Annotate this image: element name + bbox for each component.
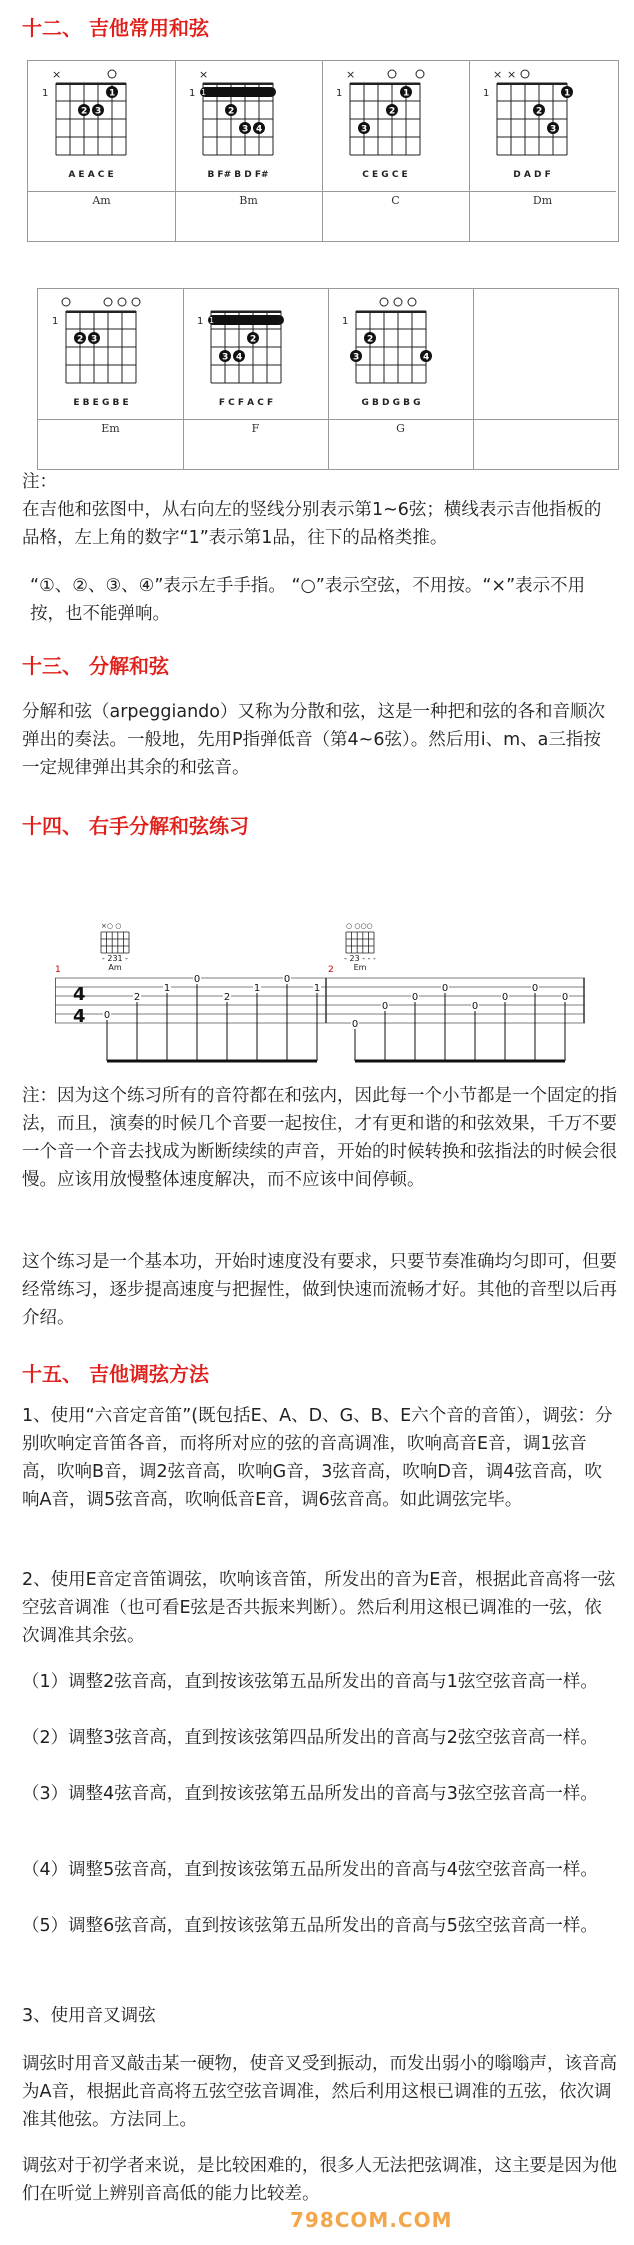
tab-note: 0 (561, 992, 569, 1003)
chord-table-row-1 (27, 60, 619, 242)
chord-diagram-am (28, 61, 175, 211)
svg-text:1: 1 (209, 316, 215, 325)
svg-text:D A D F: D A D F (513, 170, 551, 180)
chord-divider (183, 419, 328, 420)
chord-cell-em (38, 289, 184, 469)
watermark-logo: 798COM.COM (290, 2208, 453, 2232)
svg-text:C E G C E: C E G C E (362, 170, 408, 180)
svg-text:×: × (507, 68, 517, 81)
tuning-step-5: （5）调整6弦音高，直到按该弦第五品所发出的音高与5弦空弦音高一样。 (22, 1916, 598, 1936)
note-line-2: “①、②、③、④”表示左手手指。 “○”表示空弦，不用按。“×”表示不用按，也不能弹响。 (30, 576, 586, 624)
chord-cell-bm (175, 61, 323, 241)
chord-divider (175, 191, 322, 192)
svg-text:4: 4 (73, 1006, 86, 1027)
chord-diagram-g (328, 289, 473, 439)
svg-text:1: 1 (403, 88, 410, 99)
svg-text:1: 1 (336, 88, 343, 99)
svg-text:2: 2 (389, 106, 396, 117)
chord-divider (28, 191, 175, 192)
svg-text:4: 4 (73, 984, 86, 1005)
svg-text:B F# B D F#: B F# B D F# (207, 170, 269, 180)
section-heading-15: 十五、 吉他调弦方法 (22, 1362, 209, 1386)
svg-text:2: 2 (77, 334, 84, 345)
svg-text:3: 3 (361, 124, 368, 135)
chord-name: Bm (239, 194, 258, 207)
svg-text:- 23 - - -: - 23 - - - (344, 954, 376, 963)
svg-text:1: 1 (342, 316, 349, 327)
chord-name: C (391, 194, 400, 207)
tuning-fork-text: 调弦时用音叉敲击某一硬物，使音叉受到振动，而发出弱小的嗡嗡声，该音高为A音，根据此音高将五弦空弦音调准，然后利用这根已调准的五弦，依次调准其他弦。方法同上。 (22, 2054, 617, 2130)
tab-note: 0 (193, 974, 201, 985)
chord-cell-empty (473, 289, 618, 469)
tab-note: 0 (351, 1019, 359, 1030)
svg-text:1: 1 (189, 88, 196, 99)
svg-text:3: 3 (95, 106, 102, 117)
svg-text:4: 4 (256, 124, 263, 135)
chord-name: G (396, 422, 405, 435)
svg-text:Em: Em (353, 963, 367, 972)
svg-text:F C F A C F: F C F A C F (218, 398, 274, 408)
tuning-step-1: （1）调整2弦音高，直到按该弦第五品所发出的音高与1弦空弦音高一样。 (22, 1672, 598, 1692)
svg-text:3: 3 (242, 124, 249, 135)
svg-text:4: 4 (236, 352, 243, 363)
chord-name: Am (92, 194, 111, 207)
chord-name: Dm (532, 194, 553, 207)
svg-text:1: 1 (109, 88, 116, 99)
chord-name: Em (101, 422, 120, 435)
tab-exercise (55, 920, 585, 1075)
tab-note: 0 (381, 1001, 389, 1012)
svg-text:2: 2 (250, 334, 257, 345)
section-14-note: 注：因为这个练习所有的音符都在和弦内，因此每一个小节都是一个固定的指法，而且，演奏的时候几个音要一起按住，才有更和谐的和弦效果，千万不要一个音一个音去找成为断断续续的声音，开始的时候转换和弦指法的时候会很慢。应该用放慢整体速度解决，而不应该中间停顿。 (22, 1086, 617, 1190)
note-line-1: 在吉他和弦图中，从右向左的竖线分别表示第1~6弦；横线表示吉他指板的品格，左上角的数字“1”表示第1品，往下的品格类推。 (22, 500, 602, 548)
svg-text:2: 2 (536, 106, 543, 117)
section-heading-13: 十三、 分解和弦 (22, 654, 169, 678)
tab-staff (55, 920, 585, 1075)
tab-note: 0 (471, 1001, 479, 1012)
tab-note: 0 (411, 992, 419, 1003)
svg-text:1: 1 (483, 88, 490, 99)
svg-text:3: 3 (550, 124, 557, 135)
svg-text:○ ○○○: ○ ○○○ (346, 922, 373, 930)
svg-text:×: × (199, 68, 209, 81)
tab-note: 2 (223, 992, 231, 1003)
svg-text:1: 1 (201, 88, 207, 97)
svg-text:4: 4 (423, 352, 430, 363)
svg-text:2: 2 (228, 106, 235, 117)
section-heading-14: 十四、 右手分解和弦练习 (22, 814, 249, 838)
tab-note: 0 (531, 983, 539, 994)
tab-note: 2 (133, 992, 141, 1003)
tuning-method-2: 2、使用E音定音笛调弦，吹响该音笛，所发出的音为E音，根据此音高将一弦空弦音调准（也可看E弦是否共振来判断）。然后利用这根已调准的一弦，依次调准其余弦。 (22, 1570, 616, 1646)
tab-note: 1 (163, 983, 171, 994)
tab-note: 0 (501, 992, 509, 1003)
svg-text:3: 3 (91, 334, 98, 345)
chord-cell-dm (469, 61, 616, 241)
chord-cell-f (183, 289, 329, 469)
tab-note: 1 (253, 983, 261, 994)
section-14-text: 这个练习是一个基本功，开始时速度没有要求，只要节奏准确均匀即可，但要经常练习，逐步提高速度与把握性，做到快速而流畅才好。其他的音型以后再介绍。 (22, 1252, 617, 1328)
chord-divider (322, 191, 469, 192)
tab-note: 0 (283, 974, 291, 985)
section-13-text: 分解和弦（arpeggiando）又称为分散和弦，这是一种把和弦的各和音顺次弹出的奏法。一般地，先用P指弹低音（第4~6弦）。然后用i、m、a三指按一定规律弹出其余的和弦音。 (22, 702, 606, 778)
tuning-step-2: （2）调整3弦音高，直到按该弦第四品所发出的音高与2弦空弦音高一样。 (22, 1728, 598, 1748)
chord-cell-g (328, 289, 474, 469)
tuning-method-1: 1、使用“六音定音笛”(既包括E、A、D、G、B、E六个音的音笛），调弦：分别吹响定音笛各音，而将所对应的弦的音高调准，吹响高音E音，调1弦音高，吹响B音，调2弦音高，吹响G音，3弦音高，吹响D音，调4弦音高，吹响A音，调5弦音高，吹响低音E音，调6弦音高。如此调弦完毕。 (22, 1406, 613, 1510)
tab-note: 0 (103, 1010, 111, 1021)
svg-text:3: 3 (222, 352, 229, 363)
tuning-step-3: （3）调整4弦音高，直到按该弦第五品所发出的音高与3弦空弦音高一样。 (22, 1784, 598, 1804)
svg-text:2: 2 (81, 106, 88, 117)
svg-text:×: × (346, 68, 356, 81)
chord-cell-am (28, 61, 176, 241)
tuning-method-3: 3、使用音叉调弦 (22, 2006, 156, 2026)
chord-diagram-c (322, 61, 469, 211)
chord-table-row-2 (37, 288, 619, 470)
chord-divider (38, 419, 183, 420)
chord-diagram-f (183, 289, 328, 439)
chord-divider (328, 419, 473, 420)
svg-text:E B E G B E: E B E G B E (73, 398, 129, 408)
tab-chord-em (344, 922, 376, 972)
closing-text: 调弦对于初学者来说，是比较困难的，很多人无法把弦调准，这主要是因为他们在听觉上辨别音高低的能力比较差。 (22, 2156, 617, 2204)
tab-note: 1 (313, 983, 321, 994)
chord-divider (473, 419, 618, 420)
tab-chord-am (101, 922, 129, 972)
svg-text:G B D G B G: G B D G B G (361, 398, 421, 408)
chord-name: F (251, 422, 260, 435)
svg-text:×: × (52, 68, 62, 81)
chord-diagram-bm (175, 61, 322, 211)
svg-text:×: × (493, 68, 503, 81)
svg-text:2: 2 (328, 965, 334, 975)
chord-diagram-dm (469, 61, 616, 211)
svg-text:Am: Am (108, 963, 122, 972)
svg-text:A E A C E: A E A C E (68, 170, 114, 180)
svg-text:1: 1 (42, 88, 49, 99)
svg-text:- 231 -: - 231 - (101, 954, 129, 963)
svg-text:1: 1 (52, 316, 59, 327)
chord-diagram-em (38, 289, 183, 439)
svg-text:1: 1 (55, 965, 61, 975)
svg-text:3: 3 (353, 352, 360, 363)
tab-note: 0 (441, 983, 449, 994)
chord-divider (469, 191, 616, 192)
chord-cell-c (322, 61, 470, 241)
svg-text:1: 1 (197, 316, 204, 327)
svg-text:2: 2 (367, 334, 374, 345)
note-label: 注： (22, 472, 57, 492)
section-heading-12: 十二、 吉他常用和弦 (22, 16, 209, 40)
svg-text:×○ ○: ×○ ○ (101, 922, 122, 930)
tuning-step-4: （4）调整5弦音高，直到按该弦第五品所发出的音高与4弦空弦音高一样。 (22, 1860, 598, 1880)
svg-text:1: 1 (564, 88, 571, 99)
